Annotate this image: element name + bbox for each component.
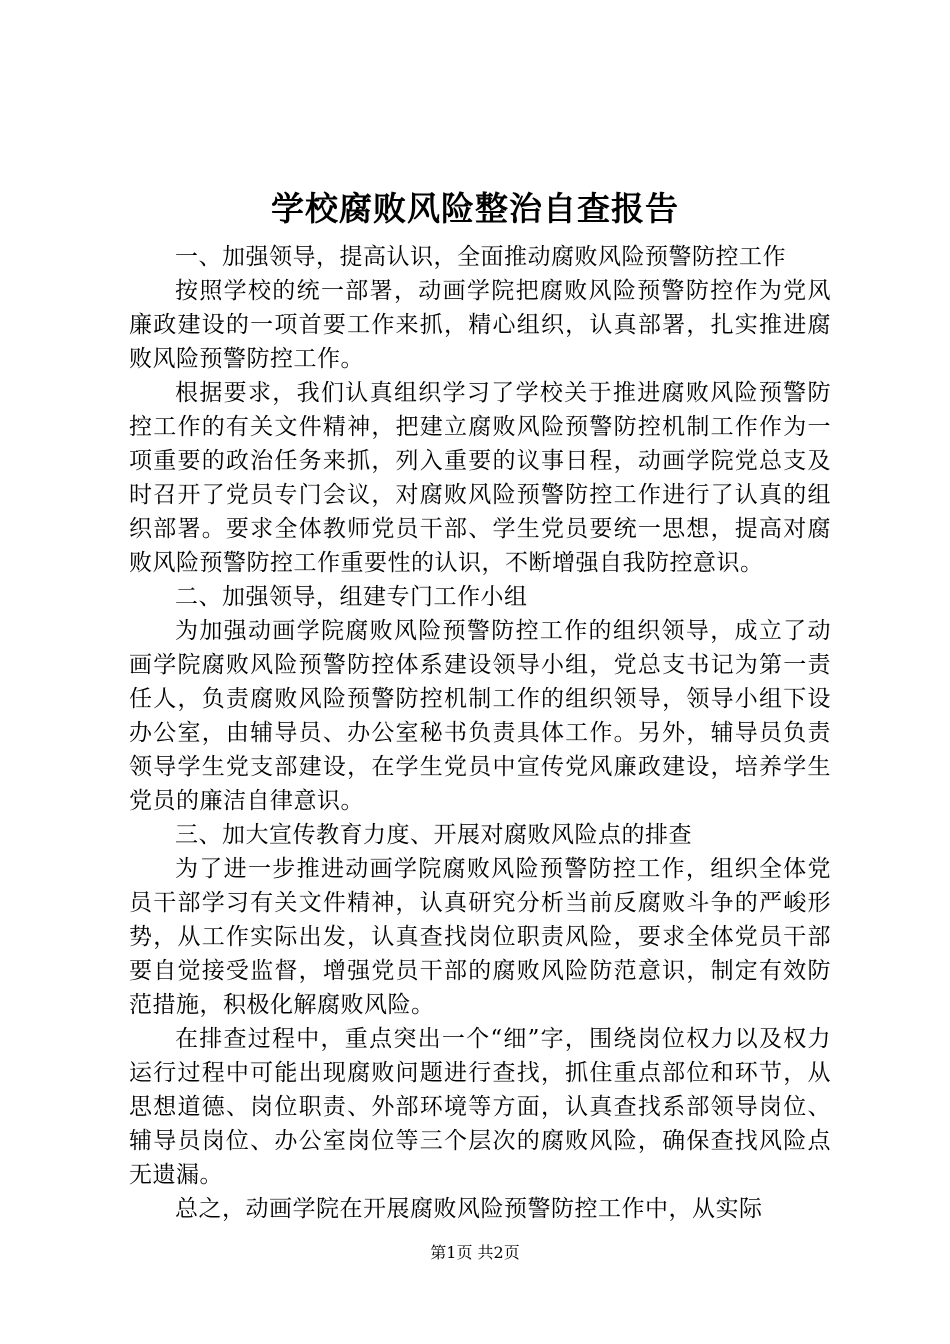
section-heading-2: 二、加强领导，组建专门工作小组 <box>175 584 528 610</box>
paragraph: 总之，动画学院在开展腐败风险预警防控工作中，从实际 <box>175 1196 763 1222</box>
page-number-footer: 第1页 共2页 <box>430 1243 520 1262</box>
section-heading-1: 一、加强领导，提高认识，全面推动腐败风险预警防控工作 <box>175 244 786 270</box>
paragraph: 为了进一步推进动画学院腐败风险预警防控工作，组织全体党员干部学习有关文件精神，认真研究分析当前反腐败斗争的严峻形势，从工作实际出发，认真查找岗位职责风险，要求全体党员干部要自觉接受监督，增强党员干部的腐败风险防范意识，制定有效防范措施，积极化解腐败风险。 <box>129 856 831 1018</box>
paragraph: 根据要求，我们认真组织学习了学校关于推进腐败风险预警防控工作的有关文件精神，把建立腐败风险预警防控机制工作作为一项重要的政治任务来抓，列入重要的议事日程，动画学院党总支及时召开了党员专门会议，对腐败风险预警防控工作进行了认真的组织部署。要求全体教师党员干部、学生党员要统一思想，提高对腐败风险预警防控工作重要性的认识，不断增强自我防控意识。 <box>129 380 831 576</box>
section-heading-3: 三、加大宣传教育力度、开展对腐败风险点的排查 <box>175 822 692 848</box>
document-title: 学校腐败风险整治自查报告 <box>271 189 679 228</box>
paragraph: 为加强动画学院腐败风险预警防控工作的组织领导，成立了动画学院腐败风险预警防控体系建设领导小组，党总支书记为第一责任人，负责腐败风险预警防控机制工作的组织领导，领导小组下设办公室，由辅导员、办公室秘书负责具体工作。另外，辅导员负责领导学生党支部建设，在学生党员中宣传党风廉政建设，培养学生党员的廉洁自律意识。 <box>129 618 831 814</box>
document-body <box>129 240 831 1226</box>
paragraph: 在排查过程中，重点突出一个“细”字，围绕岗位权力以及权力运行过程中可能出现腐败问题进行查找，抓住重点部位和环节，从思想道德、岗位职责、外部环境等方面，认真查找系部领导岗位、辅导员岗位、办公室岗位等三个层次的腐败风险，确保查找风险点无遗漏。 <box>129 1026 831 1188</box>
paragraph: 按照学校的统一部署，动画学院把腐败风险预警防控作为党风廉政建设的一项首要工作来抓，精心组织，认真部署，扎实推进腐败风险预警防控工作。 <box>129 278 831 372</box>
